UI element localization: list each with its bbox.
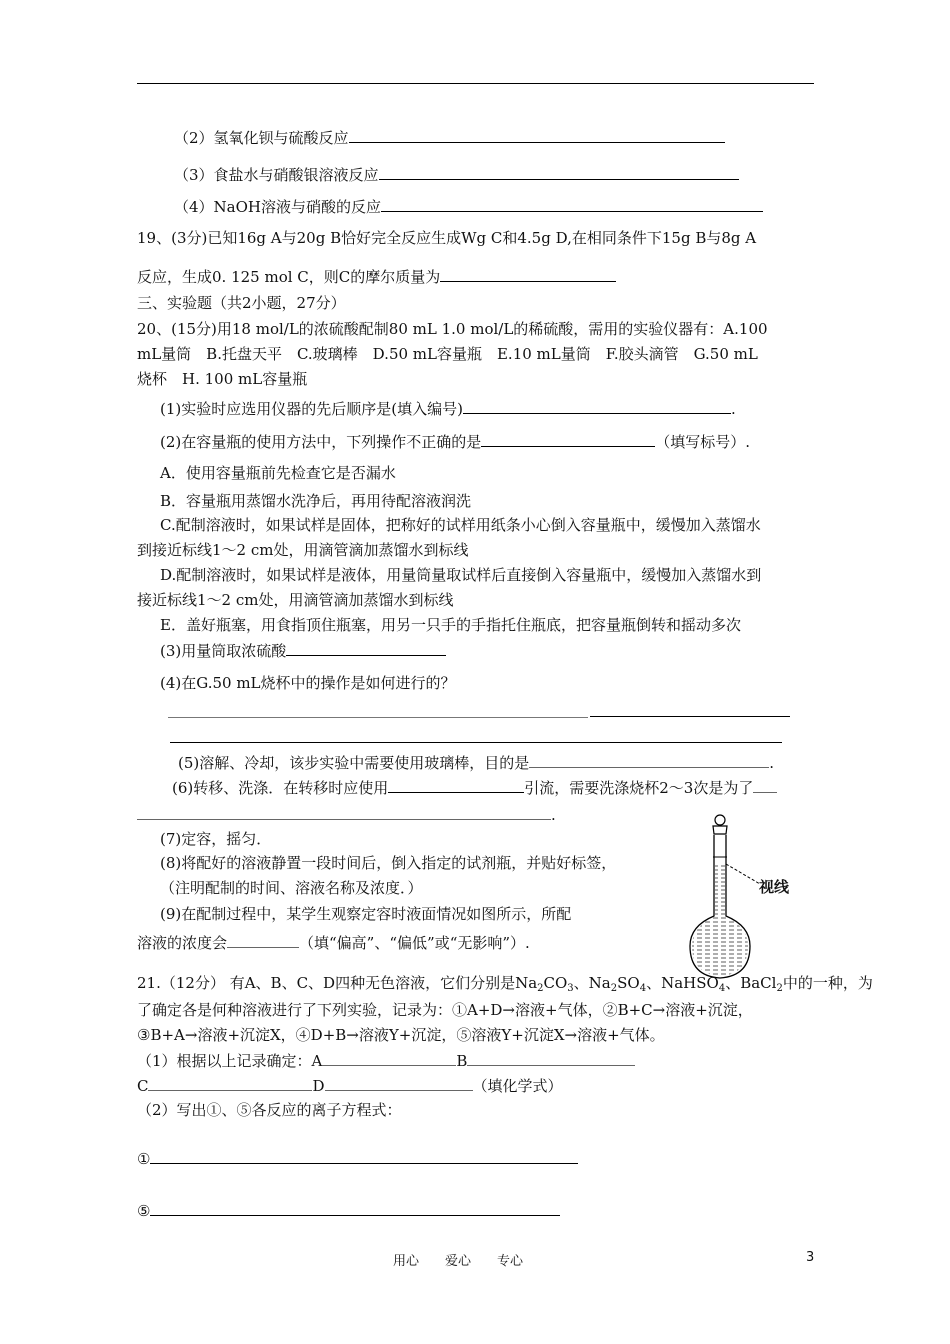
q20-part1: (1)实验时应选用仪器的先后顺序是(填入编号) . [160, 400, 736, 418]
answer-blank[interactable] [440, 266, 616, 282]
answer-blank-b[interactable] [467, 1050, 635, 1066]
answer-blank[interactable] [227, 932, 299, 948]
q21-equation-1: ① [137, 1148, 578, 1169]
q20-line3: 烧杯 H. 100 mL容量瓶 [137, 370, 308, 388]
answer-blank[interactable] [379, 164, 739, 180]
q20-part4: (4)在G.50 mL烧杯中的操作是如何进行的？ [160, 674, 456, 692]
q20-part2: (2)在容量瓶的使用方法中，下列操作不正确的是 （填写标号）. [160, 433, 751, 451]
q20-part6-cont: . [137, 804, 556, 825]
q20-part8-b: （注明配制的时间、溶液名称及浓度．） [160, 879, 423, 897]
q20-part8-a: (8)将配好的溶液静置一段时间后，倒入指定的试剂瓶，并贴好标签， [160, 854, 617, 872]
q20-line1: 20、(15分)用18 mol/L的浓硫酸配制80 mL 1.0 mol/L的稀硫酸，需用的实验仪器有：A.100 [137, 320, 768, 338]
q18-item4: （4）NaOH溶液与硝酸的反应 [174, 196, 763, 217]
q21-part1-row1: （1）根据以上记录确定：A B [137, 1050, 635, 1071]
flask-stopper [713, 815, 727, 834]
answer-blank[interactable] [529, 752, 769, 768]
q20-part3: (3)用量筒取浓硫酸 [160, 640, 446, 661]
section-heading: 三、实验题（共2小题，27分） [137, 294, 346, 312]
q18-item3: （3）食盐水与硝酸银溶液反应 [174, 164, 739, 185]
q20-part5: (5)溶解、冷却，该步实验中需要使用玻璃棒，目的是 . [178, 754, 775, 772]
answer-blank[interactable] [137, 804, 551, 820]
sight-line [726, 864, 760, 884]
q20-option-d-2: 接近标线1～2 cm处，用滴管滴加蒸馏水到标线 [137, 591, 454, 609]
q20-option-a: A．使用容量瓶前先检查它是否漏水 [160, 464, 396, 482]
q20-part7: (7)定容，摇匀． [160, 830, 272, 848]
volumetric-flask-figure [680, 808, 800, 988]
flask-body [690, 835, 750, 978]
answer-line[interactable] [168, 717, 588, 718]
q21-line2: 了确定各是何种溶液进行了下列实验，记录为：①A+D→溶液+气体，②B+C→溶液+沉淀， [137, 1001, 753, 1019]
q21-part2: （2）写出①、⑤各反应的离子方程式： [137, 1101, 402, 1119]
q20-option-d-1: D.配制溶液时，如果试样是液体，用量筒量取试样后直接倒入容量瓶中，缓慢加入蒸馏水到 [160, 566, 762, 584]
answer-blank-a[interactable] [322, 1050, 456, 1066]
answer-blank[interactable] [150, 1200, 560, 1216]
footer-motto: 用心 爱心 专心 [393, 1254, 524, 1269]
q18-item2: （2）氢氧化钡与硫酸反应 [174, 127, 725, 148]
answer-blank[interactable] [286, 640, 446, 656]
q20-option-b: B．容量瓶用蒸馏水洗净后，再用待配溶液润洗 [160, 492, 472, 510]
answer-blank[interactable] [481, 431, 655, 447]
header-rule [137, 83, 814, 84]
q21-line1: 21.（12分） 有A、B、C、D四种无色溶液，它们分别是$Na_2CO_3$、$Na_2SO_4$、NaHSO$_4$、BaCl$_2$中的一种，为 [137, 974, 873, 994]
q20-part6: (6)转移、洗涤．在转移时应使用 引流，需要洗涤烧杯2～3次是为了 [172, 777, 777, 798]
q21-line3: ③B+A→溶液+沉淀X，④D+B→溶液Y+沉淀，⑤溶液Y+沉淀X→溶液+气体。 [137, 1026, 665, 1044]
answer-line[interactable] [590, 716, 790, 717]
sight-line-label: 视线 [759, 878, 790, 896]
answer-blank[interactable] [463, 398, 731, 414]
answer-blank[interactable] [753, 777, 777, 793]
answer-blank[interactable] [388, 777, 524, 793]
q21-equation-5: ⑤ [137, 1200, 560, 1221]
q19-line1: 19、(3分)已知16g A与20g B恰好完全反应生成Wg C和4.5g D,在相同条件下15g B与8g A [137, 229, 757, 247]
answer-blank[interactable] [150, 1148, 578, 1164]
answer-blank-c[interactable] [148, 1075, 312, 1091]
q21-part1-row2: C D （填化学式） [137, 1077, 563, 1095]
answer-line[interactable] [170, 742, 782, 743]
q19-line2: 反应，生成0. 125 mol C，则C的摩尔质量为 [137, 266, 616, 287]
q20-option-c-2: 到接近标线1～2 cm处，用滴管滴加蒸馏水到标线 [137, 541, 469, 559]
q20-option-e: E．盖好瓶塞，用食指顶住瓶塞，用另一只手的手指托住瓶底，把容量瓶倒转和摇动多次 [160, 616, 741, 634]
answer-blank[interactable] [349, 127, 725, 143]
answer-blank-d[interactable] [325, 1075, 473, 1091]
answer-blank[interactable] [381, 196, 763, 212]
q20-part9-b: 溶液的浓度会 （填“偏高”、“偏低”或“无影响”）. [137, 934, 530, 952]
q20-part9-a: (9)在配制过程中，某学生观察定容时液面情况如图所示，所配 [160, 905, 572, 923]
q20-line2: mL量筒 B.托盘天平 C.玻璃棒 D.50 mL容量瓶 E.10 mL量筒 F.胶头滴管 G.50 mL [137, 345, 758, 363]
q20-option-c-1: C.配制溶液时，如果试样是固体，把称好的试样用纸条小心倒入容量瓶中，缓慢加入蒸馏水 [160, 516, 761, 534]
page-number: 3 [806, 1250, 815, 1265]
